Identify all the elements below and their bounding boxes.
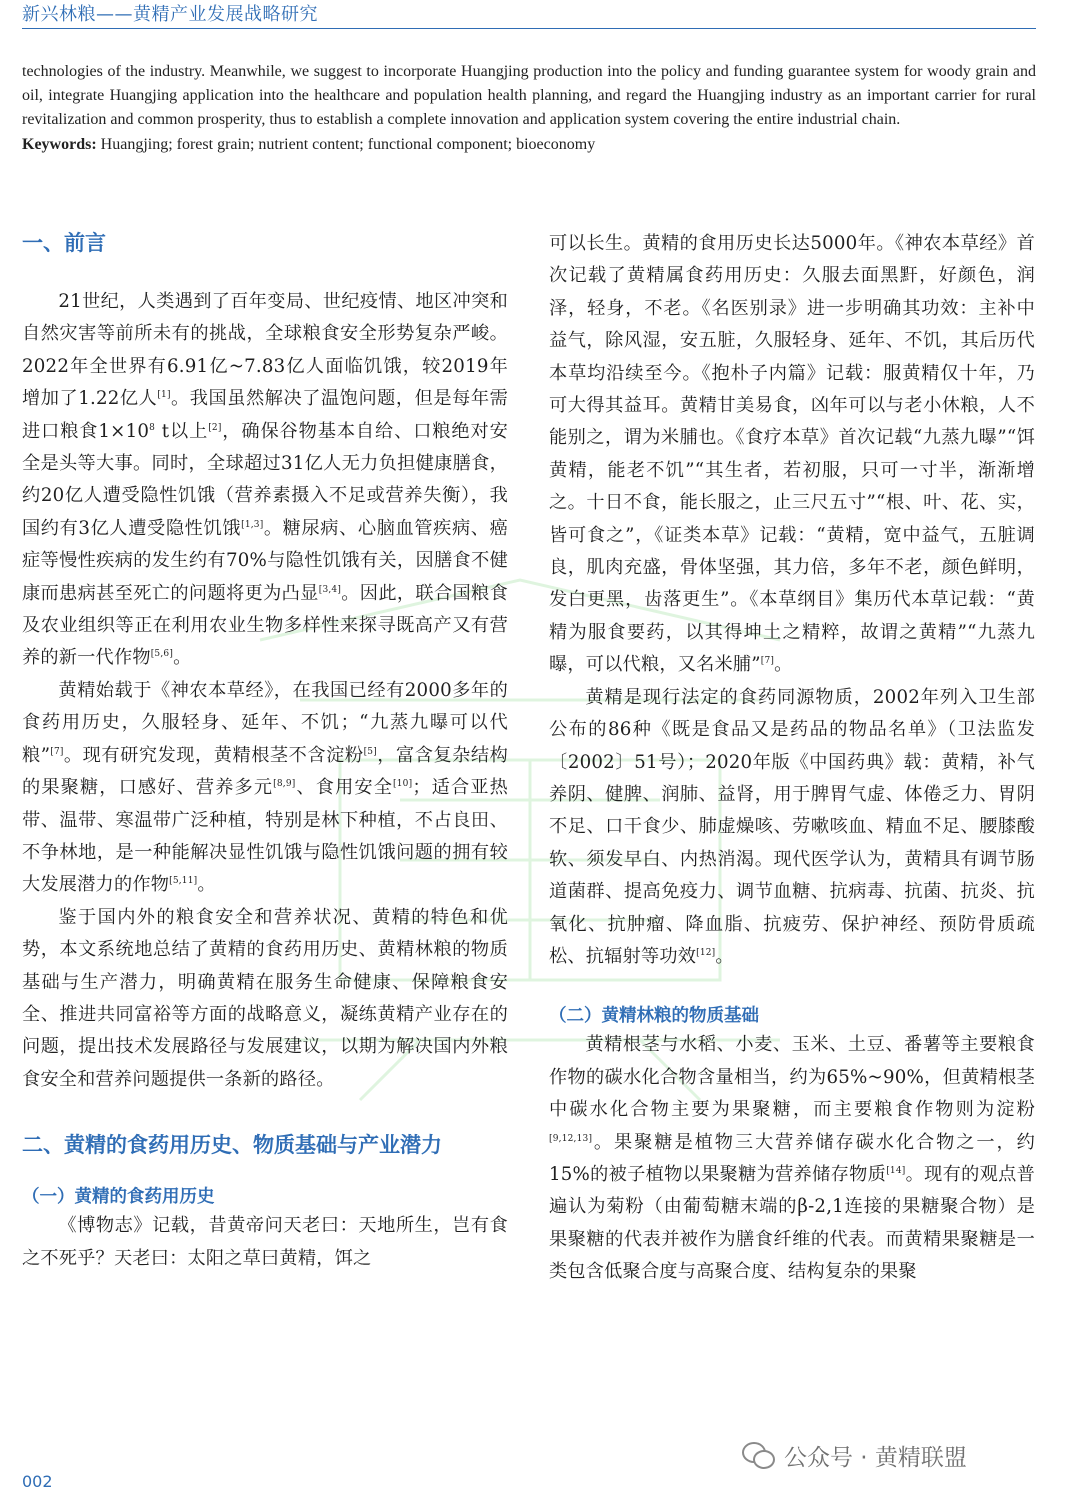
paragraph-history-1: 《博物志》记载，昔黄帝问天老曰：天地所生，岂有食之不死乎？天老曰：太阳之草曰黄精，饵之	[22, 1215, 508, 1269]
running-header	[22, 4, 1036, 29]
subsection-2-title: （二）黄精林粮的物质基础	[549, 1006, 759, 1027]
header-title: 新兴林粮——黄精产业发展战略研究	[22, 4, 318, 25]
left-column	[22, 228, 508, 1275]
subsection-1-title: （一）黄精的食药用历史	[22, 1187, 215, 1208]
wechat-watermark	[742, 1432, 967, 1478]
paragraph-intro-3: 鉴于国内外的粮食安全和营养状况、黄精的特色和优势，本文系统地总结了黄精的食药用历史、黄精林粮的物质基础与生产潜力，明确黄精在服务生命健康、保障粮食安全、推进共同富裕等方面的战略意义，凝练黄精产业存在的问题，提出技术发展路径与发展建议，以期为解决国内外粮食安全和营养问题提供一条新的路径。	[22, 906, 508, 1090]
wechat-icon	[742, 1440, 776, 1470]
keywords-line	[22, 133, 1036, 157]
paragraph-intro-2: 黄精始载于《神农本草经》，在我国已经有2000多年的食药用历史，久服轻身、延年、不饥；“九蒸九曝可以代粮”[7]。现有研究发现，黄精根茎不含淀粉[5]，富含复杂结构的果聚糖，口感好、营养多元[8,9]、食用安全[10]；适合亚热带、温带、寒温带广泛种植，特别是林下种植，不占良田、不争林地，是一种能解决显性饥饿与隐性饥饿问题的拥有较大发展潜力的作物[5,11]。	[22, 679, 509, 896]
page-number: 002	[22, 1472, 53, 1491]
paragraph-intro-1: 21世纪，人类遇到了百年变局、世纪疫情、地区冲突和自然灾害等前所未有的挑战，全球粮食安全形势复杂严峻。2022年全世界有6.91亿~7.83亿人面临饥饿，较2019年增加了1.22亿人[1]。我国虽然解决了温饱问题，但是每年需进口粮食$1\times 10^8$ t以上[2]，确保谷物基本自给、口粮绝对安全是头等大事。同时，全球超过31亿人无力负担健康膳食，约20亿人遭受隐性饥饿（营养素摄入不足或营养失衡），我国约有3亿人遭受隐性饥饿[1,3]。糖尿病、心脑血管疾病、癌症等慢性疾病的发生约有70%与隐性饥饿有关，因膳食不健康而患病甚至死亡的问题将更为凸显[3,4]。因此，联合国粮食及农业组织等正在利用农业生物多样性来探寻既高产又有营养的新一代作物[5,6]。	[22, 291, 508, 669]
paragraph-history-continued: 可以长生。黄精的食用历史长达5000年。《神农本草经》首次记载了黄精属食药用历史：久服去面黑䵟，好颜色，润泽，轻身，不老。《名医别录》进一步明确其功效：主补中益气，除风湿，安五脏，久服轻身、延年、不饥，其后历代本草均沿续至今。《抱朴子内篇》记载：服黄精仅十年，乃可大得其益耳。黄精甘美易食，凶年可以与老小休粮，人不能别之，谓为米脯也。《食疗本草》首次记载“九蒸九曝”“饵黄精，能老不饥”“其生者，若初服，只可一寸半，渐渐增之。十日不食，能长服之，止三尺五寸”“根、叶、花、实，皆可食之”，《证类本草》记载：“黄精，宽中益气，五脏调良，肌肉充盛，骨体坚强，其力倍，多年不老，颜色鲜明，发白更黑，齿落更生”。《本草纲目》集历代本草记载：“黄精为服食要药，以其得坤土之精粹，故谓之黄精”“九蒸九曝，可以代粮，又名米脯”[7]。	[549, 233, 1035, 676]
english-abstract	[22, 60, 1036, 157]
right-column	[549, 228, 1035, 1289]
abstract-text: technologies of the industry. Meanwhile, we suggest to incorporate Huangjing production into the policy and funding guarantee system for woody grain and oil, integrate Huangjing application into the healthcare and population health planning, and regard the Huangjing industry as an important carrier for rural revitalization and common prosperity, thus to establish a complete innovation and application system covering the entire industrial chain.	[22, 63, 1036, 129]
watermark-text: 公众号 · 黄精联盟	[784, 1444, 967, 1471]
section-2-title: 二、黄精的食药用历史、物质基础与产业潜力	[22, 1133, 442, 1158]
keywords-text: Huangjing; forest grain; nutrient content; functional component; bioeconomy	[96, 135, 596, 153]
keywords-label: Keywords:	[22, 135, 97, 153]
section-1-title: 一、前言	[22, 231, 106, 255]
paragraph-material-basis: 黄精根茎与水稻、小麦、玉米、土豆、番薯等主要粮食作物的碳水化合物含量相当，约为65%~90%，但黄精根茎中碳水化合物主要为果聚糖，而主要粮食作物则为淀粉[9,12,13]。果聚糖是植物三大营养储存碳水化合物之一，约15%的被子植物以果聚糖为营养储存物质[14]。现有的观点普遍认为菊粉（由葡萄糖末端的β-2,1连接的果糖聚合物）是果聚糖的代表并被作为膳食纤维的代表。而黄精果聚糖是一类包含低聚合度与高聚合度、结构复杂的果聚	[549, 1034, 1035, 1283]
paragraph-history-2: 黄精是现行法定的食药同源物质，2002年列入卫生部公布的86种《既是食品又是药品的物品名单》（卫法监发〔2002〕51号）；2020年版《中国药典》载：黄精，补气养阴、健脾、润肺、益肾，用于脾胃气虚、体倦乏力、胃阴不足、口干食少、肺虚燥咳、劳嗽咳血、精血不足、腰膝酸软、须发早白、内热消渴。现代医学认为，黄精具有调节肠道菌群、提高免疫力、调节血糖、抗病毒、抗菌、抗炎、抗氧化、抗肿瘤、降血脂、抗疲劳、保护神经、预防骨质疏松、抗辐射等功效[12]。	[549, 686, 1035, 967]
